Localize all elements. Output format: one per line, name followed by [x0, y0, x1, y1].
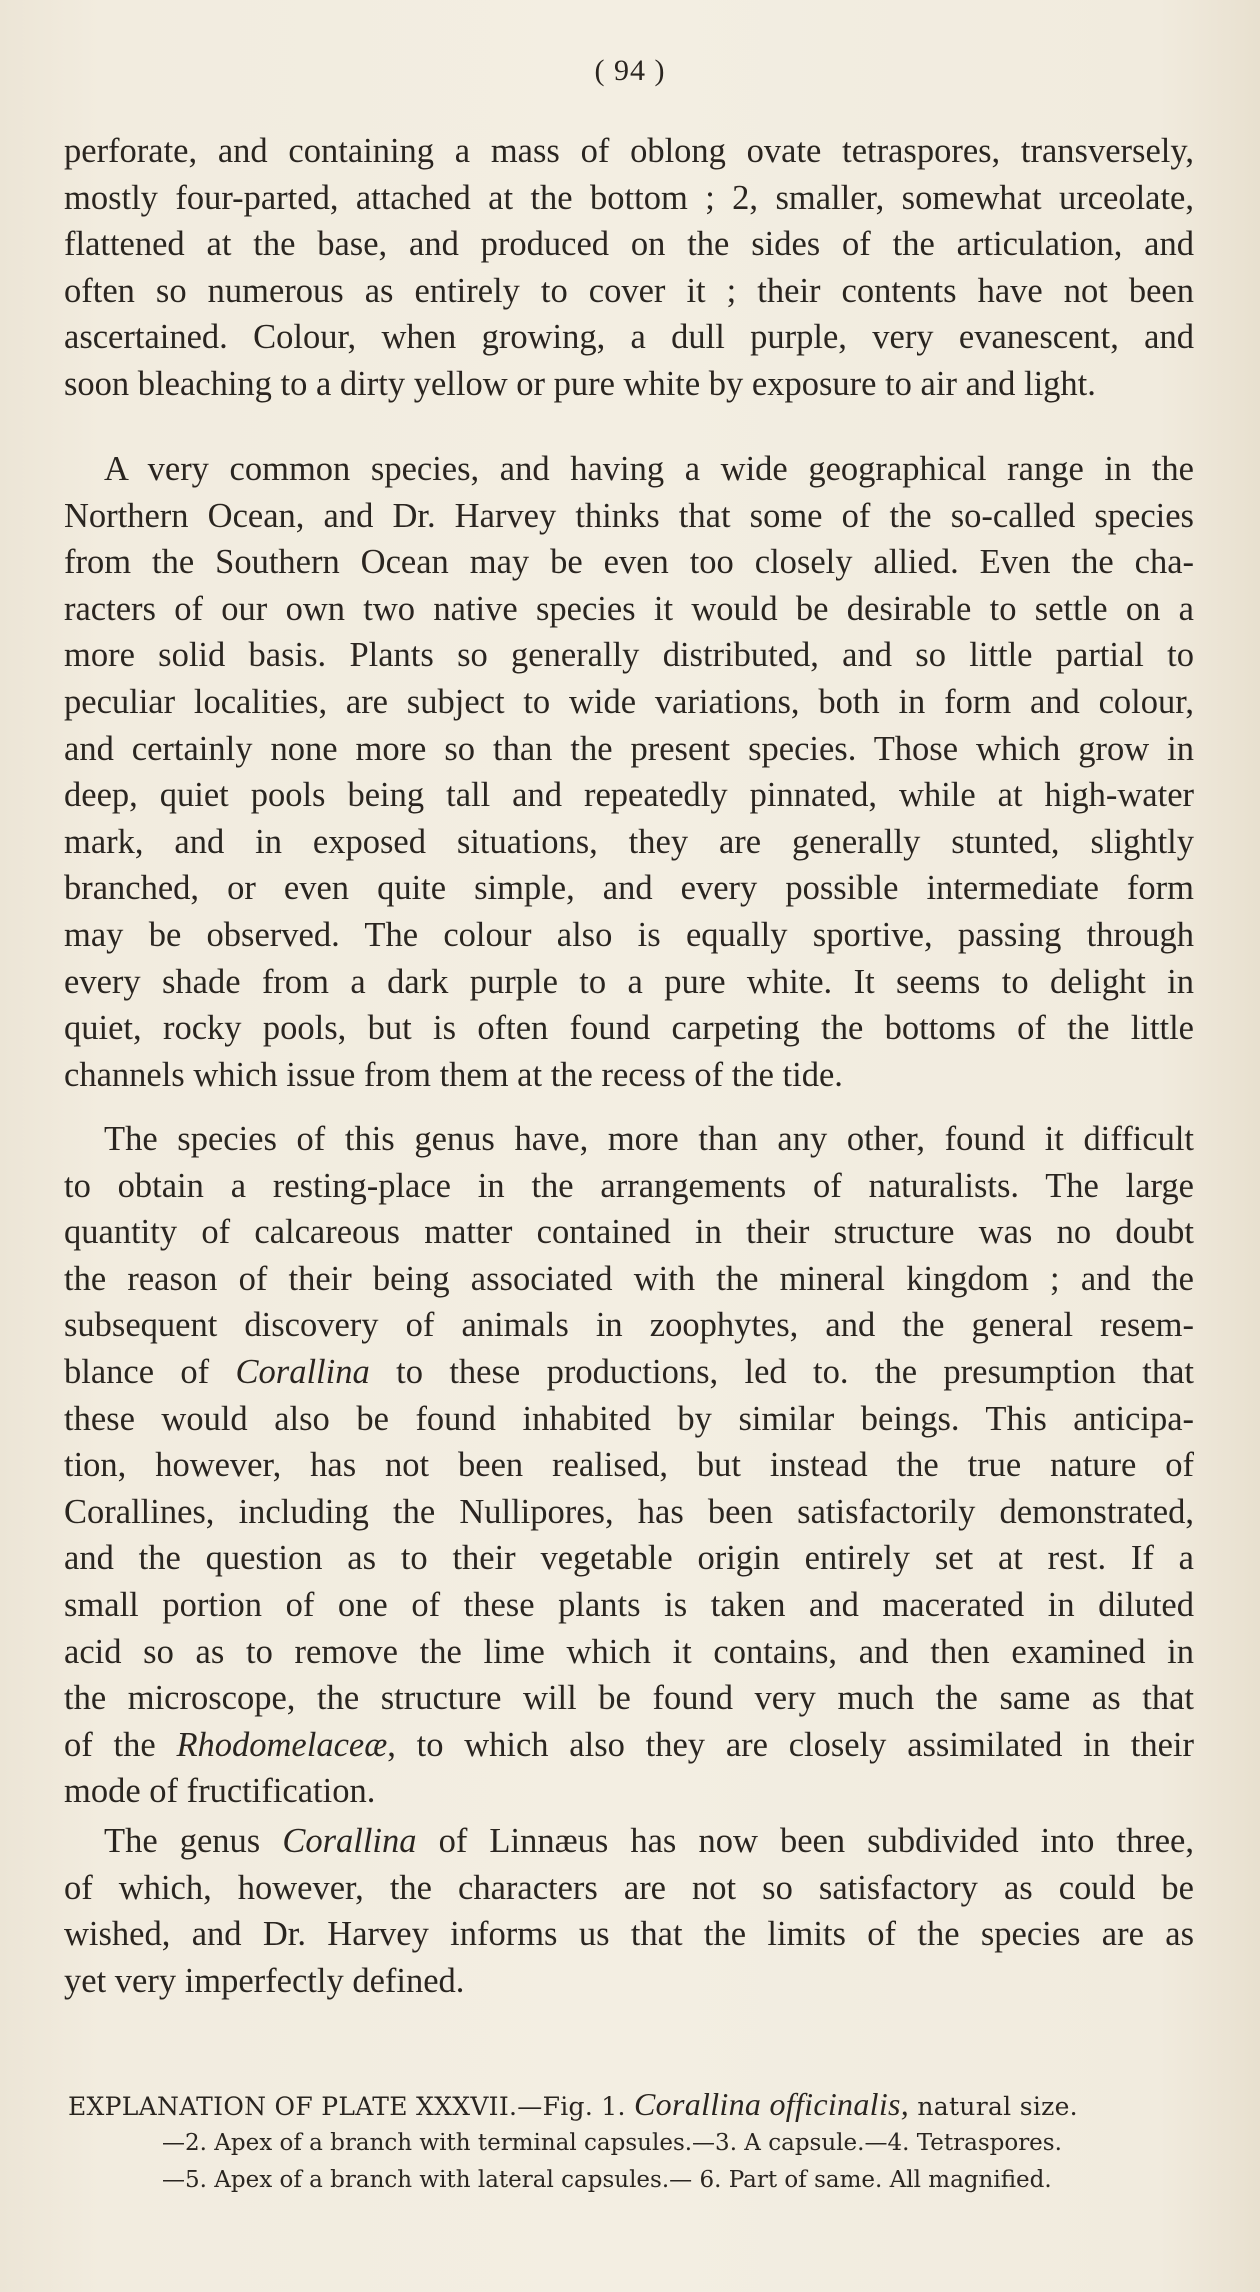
text-line: soon bleaching to a dirty yellow or pure white by exposure to air and light.: [64, 364, 1096, 403]
text-line: mode of fructification.: [64, 1772, 376, 1811]
text-line: more solid basis. Plants so generally distributed, and so little partial to: [64, 636, 1194, 675]
text-line: peculiar localities, are subject to wide variations, both in form and colour,: [64, 682, 1194, 721]
page-number: ( 94 ): [594, 54, 666, 87]
text-line: these would also be found inhabited by similar beings. This anticipa-: [64, 1399, 1194, 1438]
text-line: subsequent discovery of animals in zoophytes, and the general resem-: [64, 1306, 1194, 1345]
text-line: Corallines, including the Nullipores, has been satisfactorily demonstrated,: [64, 1492, 1194, 1531]
linnaeus-paragraph: [64, 1818, 1194, 2004]
explanation-line: —5. Apex of a branch with lateral capsules.— 6. Part of same. All magnified.: [162, 2167, 1052, 2193]
text-line: wished, and Dr. Harvey informs us that the limits of the species are as: [64, 1915, 1194, 1954]
text-line: flattened at the base, and produced on the sides of the articulation, and: [64, 225, 1194, 264]
text-line: blance of Corallina to these productions, led to. the presumption that: [64, 1352, 1195, 1391]
text-line: branched, or even quite simple, and every possible intermediate form: [64, 869, 1194, 908]
explanation-line: —2. Apex of a branch with terminal capsules.—3. A capsule.—4. Tetraspores.: [162, 2130, 1062, 2156]
text-line: mostly four-parted, attached at the bottom ; 2, smaller, somewhat urceolate,: [64, 178, 1194, 217]
text-line: of which, however, the characters are not so satisfactory as could be: [64, 1868, 1194, 1907]
text-line: often so numerous as entirely to cover it ; their contents have not been: [64, 271, 1194, 310]
text-line: from the Southern Ocean may be even too closely allied. Even the cha-: [64, 543, 1194, 582]
description-paragraph: [64, 128, 1194, 408]
text-line: deep, quiet pools being tall and repeatedly pinnated, while at high-water: [64, 776, 1194, 815]
explanation-heading: [68, 2086, 1204, 2125]
text-line: channels which issue from them at the recess of the tide.: [64, 1055, 843, 1094]
text-line: quantity of calcareous matter contained in their structure was no doubt: [64, 1213, 1194, 1252]
text-line: the microscope, the structure will be found very much the same as that: [64, 1679, 1194, 1718]
text-line: perforate, and containing a mass of oblong ovate tetraspores, transversely,: [64, 132, 1194, 170]
text-line: A very common species, and having a wide geographical range in the: [104, 450, 1194, 488]
text-line: to obtain a resting-place in the arrangements of naturalists. The large: [64, 1166, 1194, 1205]
text-line: quiet, rocky pools, but is often found carpeting the bottoms of the little: [64, 1009, 1194, 1048]
genus-paragraph: [64, 1116, 1194, 1815]
text-line: acid so as to remove the lime which it contains, and then examined in: [64, 1632, 1194, 1671]
text-line: and certainly none more so than the present species. Those which grow in: [64, 729, 1194, 768]
text-line: of the Rhodomelaceæ, to which also they are closely assimilated in their: [64, 1725, 1195, 1764]
text-line: tion, however, has not been realised, but instead the true nature of: [64, 1446, 1194, 1485]
text-line: every shade from a dark purple to a pure white. It seems to delight in: [64, 962, 1194, 1001]
text-line: The genus Corallina of Linnæus has now been subdivided into three,: [104, 1822, 1194, 1860]
text-line: The species of this genus have, more than any other, found it difficult: [104, 1120, 1194, 1158]
text-line: and the question as to their vegetable origin entirely set at rest. If a: [64, 1539, 1194, 1578]
text-line: racters of our own two native species it would be desirable to settle on a: [64, 589, 1194, 628]
species-name: Corallina officinalis,: [634, 2086, 910, 2122]
text-line: small portion of one of these plants is taken and macerated in diluted: [64, 1585, 1194, 1624]
explanation-heading-prefix: EXPLANATION OF PLATE XXXVII.—Fig. 1.: [68, 2092, 626, 2121]
remarks-paragraph: [64, 446, 1194, 1098]
text-line: yet very imperfectly defined.: [64, 1961, 465, 2000]
explanation-heading-suffix: natural size.: [917, 2092, 1078, 2121]
text-line: may be observed. The colour also is equally sportive, passing through: [64, 915, 1194, 954]
plate-explanation: [68, 2086, 1204, 2199]
text-line: ascertained. Colour, when growing, a dull purple, very evanescent, and: [64, 318, 1194, 357]
text-line: Northern Ocean, and Dr. Harvey thinks that some of the so-called species: [64, 496, 1194, 535]
text-line: the reason of their being associated with the mineral kingdom ; and the: [64, 1259, 1194, 1298]
text-line: mark, and in exposed situations, they are generally stunted, slightly: [64, 822, 1194, 861]
